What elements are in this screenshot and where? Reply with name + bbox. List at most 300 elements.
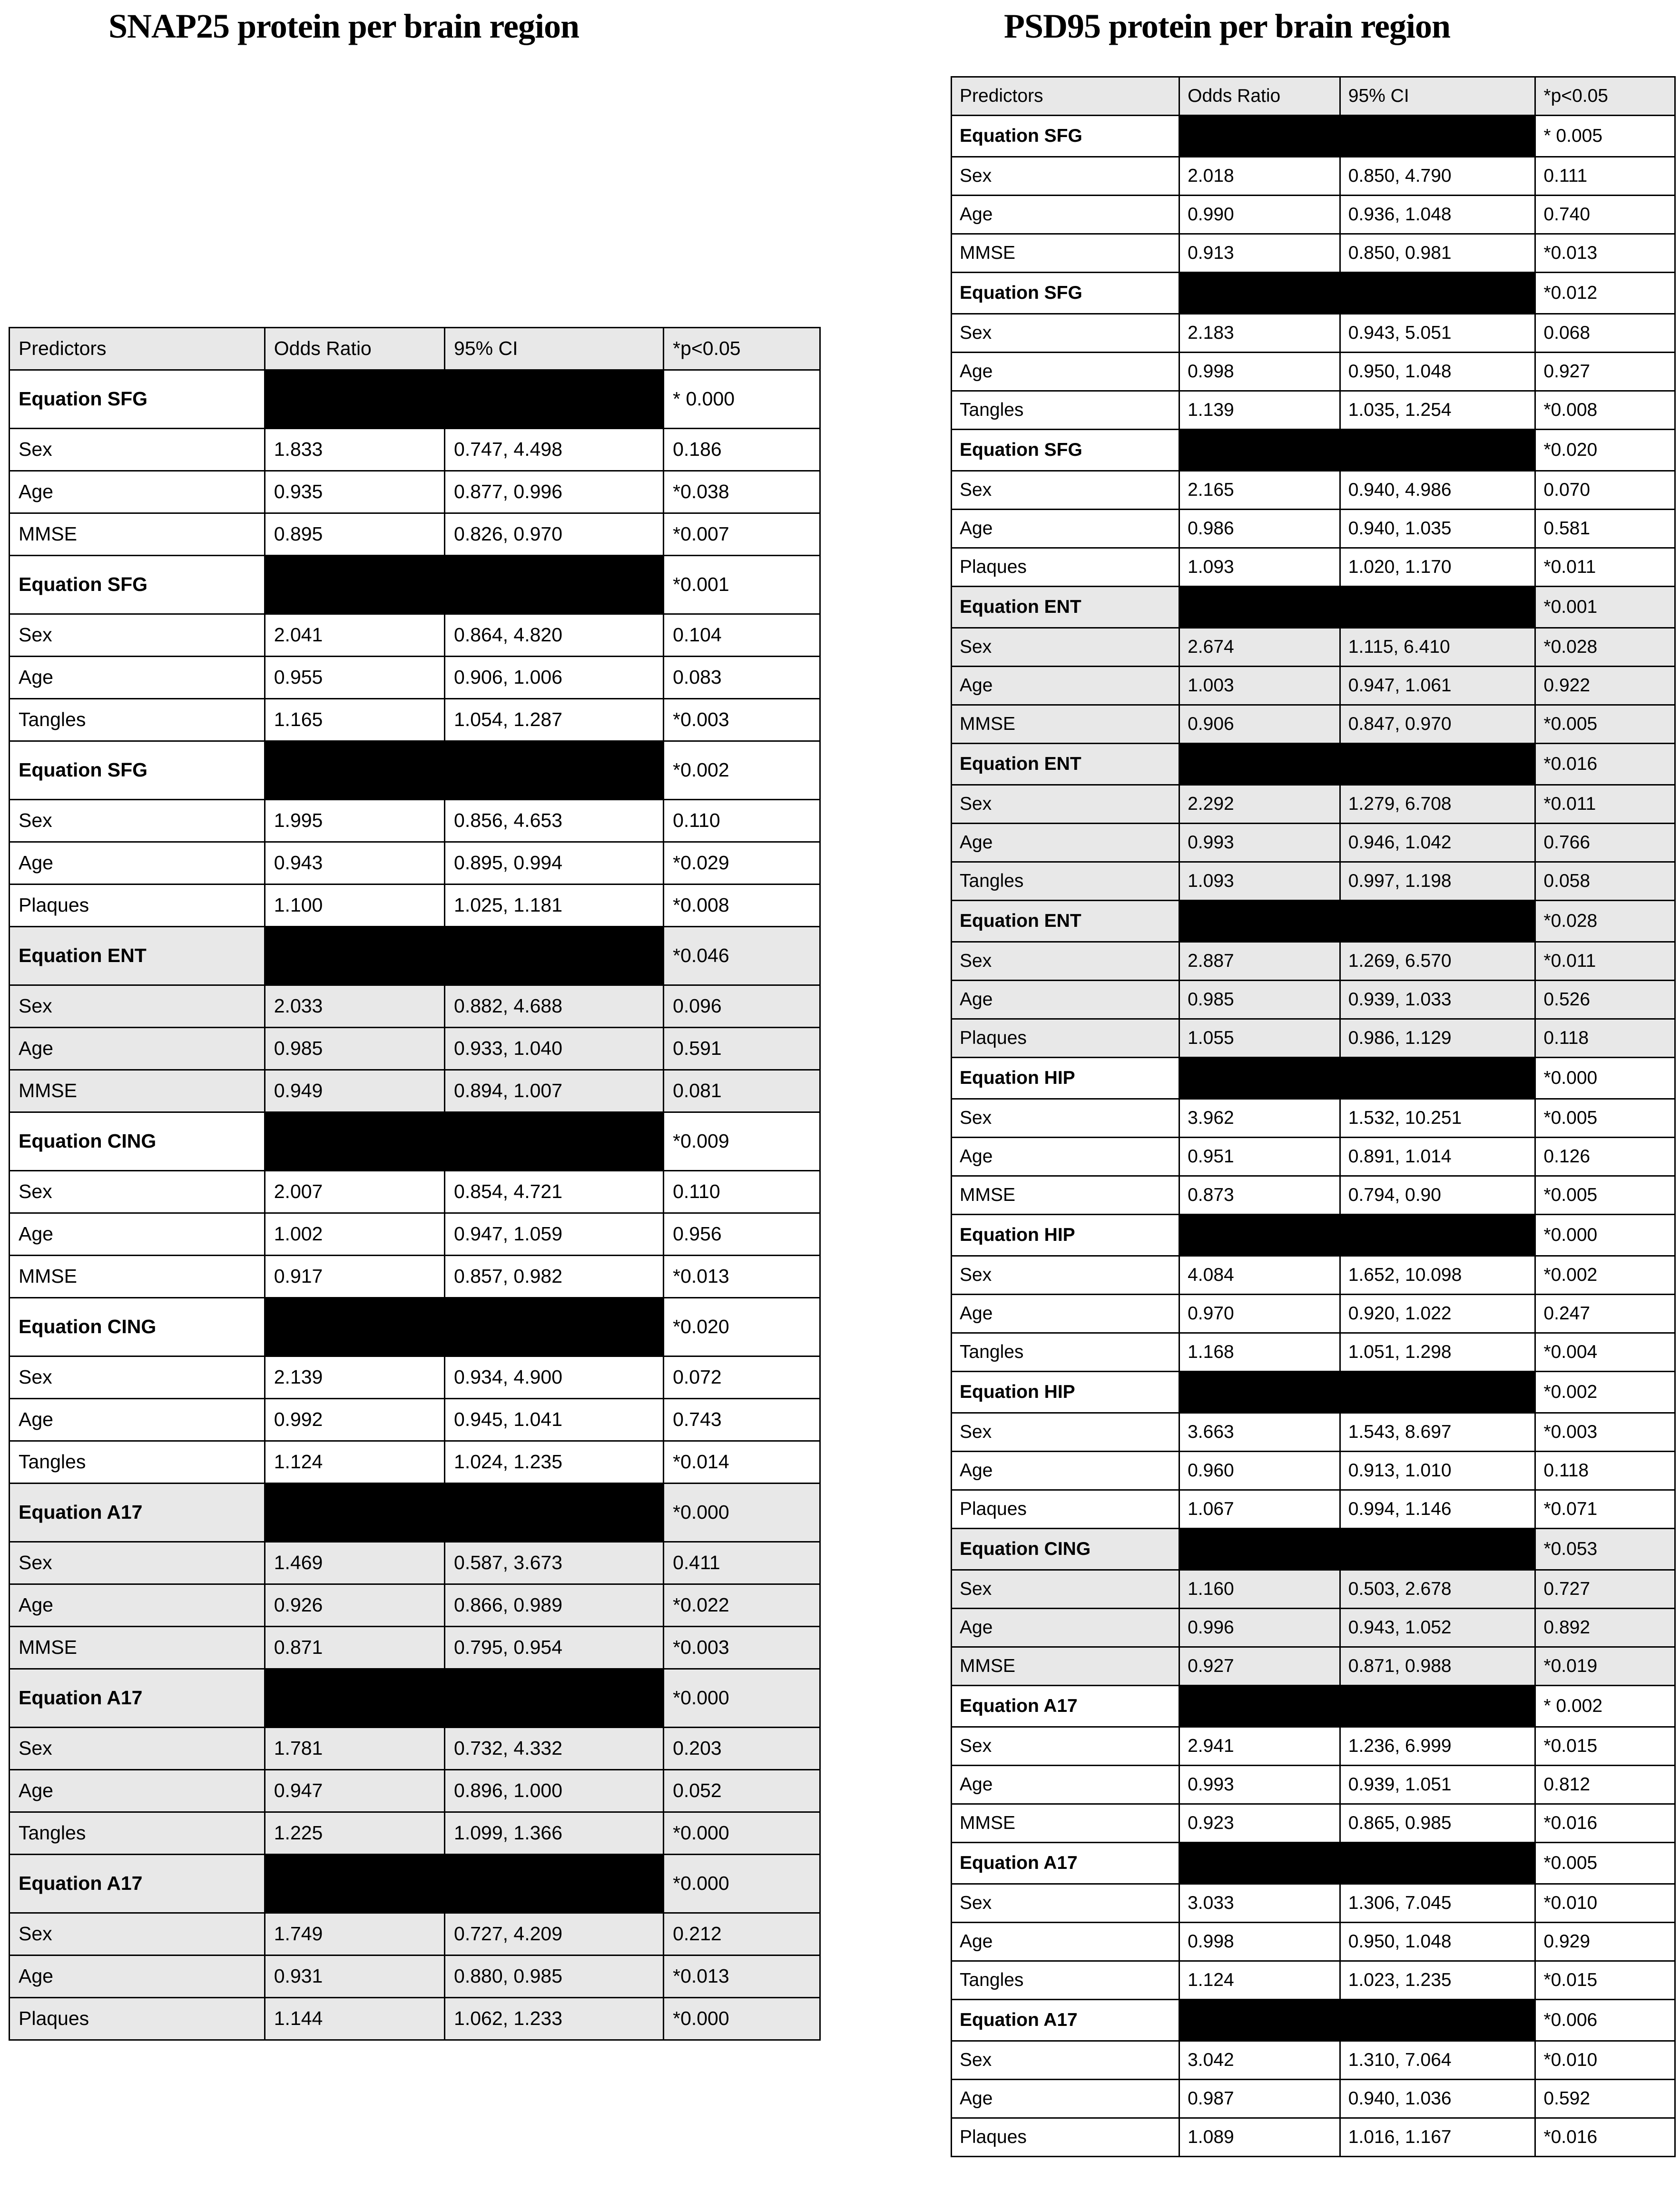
pvalue-cell: 0.526: [1535, 981, 1675, 1019]
ci-cell: 0.920, 1.022: [1340, 1295, 1535, 1333]
table-row: [952, 471, 1675, 510]
equation-row: [10, 1298, 820, 1356]
ci-cell: 0.857, 0.982: [445, 1256, 664, 1298]
blacked-out-cell: [445, 556, 664, 614]
ci-cell: 0.727, 4.209: [445, 1913, 664, 1955]
ci-cell: 0.732, 4.332: [445, 1728, 664, 1770]
pvalue-cell: 0.247: [1535, 1295, 1675, 1333]
table-row: [952, 785, 1675, 824]
equation-label: Equation SFG: [10, 556, 265, 614]
table-row: [952, 157, 1675, 196]
blacked-out-cell: [265, 1855, 444, 1913]
odds-ratio-cell: 1.002: [265, 1213, 444, 1256]
predictor-cell: MMSE: [952, 1804, 1179, 1843]
ci-cell: 1.062, 1.233: [445, 1998, 664, 2040]
equation-label: Equation A17: [10, 1484, 265, 1542]
table-row: [952, 628, 1675, 667]
predictor-cell: Sex: [952, 628, 1179, 667]
pvalue-cell: *0.013: [1535, 234, 1675, 273]
predictor-cell: MMSE: [952, 234, 1179, 273]
odds-ratio-cell: 2.887: [1179, 942, 1340, 981]
equation-row: [10, 1484, 820, 1542]
table-row: [10, 842, 820, 884]
odds-ratio-cell: 0.986: [1179, 510, 1340, 548]
equation-label: Equation CING: [952, 1529, 1179, 1570]
predictor-cell: MMSE: [10, 513, 265, 556]
odds-ratio-cell: 0.955: [265, 657, 444, 699]
blacked-out-cell: [1179, 1686, 1340, 1727]
snap25-table-container: [9, 327, 821, 2041]
pvalue-cell: *0.000: [664, 1855, 820, 1913]
equation-label: Equation SFG: [952, 430, 1179, 471]
pvalue-cell: *0.016: [1535, 744, 1675, 785]
pvalue-cell: 0.740: [1535, 196, 1675, 234]
predictor-cell: Tangles: [952, 862, 1179, 901]
table-row: [10, 513, 820, 556]
table-row: [10, 657, 820, 699]
pvalue-cell: 0.072: [664, 1356, 820, 1399]
pvalue-cell: 0.411: [664, 1542, 820, 1584]
blacked-out-cell: [1340, 1372, 1535, 1413]
pvalue-cell: 0.929: [1535, 1923, 1675, 1961]
table-row: [10, 985, 820, 1028]
table-row: [10, 1955, 820, 1998]
predictor-cell: Age: [952, 824, 1179, 862]
pvalue-cell: *0.053: [1535, 1529, 1675, 1570]
psd95-table: [951, 76, 1676, 2157]
equation-label: Equation A17: [952, 1686, 1179, 1727]
equation-row: [952, 1686, 1675, 1727]
blacked-out-cell: [445, 741, 664, 800]
ci-cell: 0.877, 0.996: [445, 471, 664, 513]
equation-row: [952, 1058, 1675, 1099]
psd95-table-container: [951, 76, 1676, 2157]
predictor-cell: Age: [952, 353, 1179, 391]
table-row: [10, 1028, 820, 1070]
predictor-cell: Sex: [10, 1356, 265, 1399]
table-row: [10, 471, 820, 513]
odds-ratio-cell: 1.833: [265, 429, 444, 471]
predictor-cell: Age: [10, 471, 265, 513]
odds-ratio-cell: 2.941: [1179, 1727, 1340, 1766]
table-row: [952, 353, 1675, 391]
predictor-cell: Sex: [10, 1542, 265, 1584]
odds-ratio-cell: 1.225: [265, 1812, 444, 1855]
odds-ratio-cell: 0.917: [265, 1256, 444, 1298]
table-row: [952, 1099, 1675, 1138]
odds-ratio-cell: 1.093: [1179, 548, 1340, 587]
psd95-table-body: [952, 77, 1675, 2157]
odds-ratio-cell: 1.168: [1179, 1333, 1340, 1372]
table-row: [10, 1812, 820, 1855]
odds-ratio-cell: 0.998: [1179, 1923, 1340, 1961]
predictor-cell: Sex: [10, 1728, 265, 1770]
ci-cell: 0.894, 1.007: [445, 1070, 664, 1112]
odds-ratio-cell: 1.139: [1179, 391, 1340, 430]
table-row: [952, 862, 1675, 901]
table-row: [952, 1647, 1675, 1686]
table-row: [952, 1804, 1675, 1843]
predictor-cell: Plaques: [952, 548, 1179, 587]
table-row: [10, 1584, 820, 1627]
pvalue-cell: *0.020: [664, 1298, 820, 1356]
ci-cell: 0.947, 1.061: [1340, 667, 1535, 705]
pvalue-cell: * 0.000: [664, 370, 820, 429]
equation-label: Equation ENT: [952, 587, 1179, 628]
snap25-table-body: [10, 328, 820, 2040]
odds-ratio-cell: 1.003: [1179, 667, 1340, 705]
equation-label: Equation CING: [10, 1112, 265, 1171]
table-row: [10, 614, 820, 657]
equation-label: Equation ENT: [10, 927, 265, 985]
predictor-cell: Plaques: [952, 2118, 1179, 2157]
odds-ratio-cell: 0.926: [265, 1584, 444, 1627]
ci-cell: 0.587, 3.673: [445, 1542, 664, 1584]
ci-cell: 1.035, 1.254: [1340, 391, 1535, 430]
ci-cell: 0.939, 1.051: [1340, 1766, 1535, 1804]
pvalue-cell: *0.002: [1535, 1256, 1675, 1295]
pvalue-cell: *0.010: [1535, 1884, 1675, 1923]
ci-cell: 0.950, 1.048: [1340, 353, 1535, 391]
blacked-out-cell: [445, 1298, 664, 1356]
ci-cell: 1.025, 1.181: [445, 884, 664, 927]
predictor-cell: MMSE: [10, 1256, 265, 1298]
pvalue-cell: 0.591: [664, 1028, 820, 1070]
pvalue-cell: *0.000: [664, 1812, 820, 1855]
column-header-odds-ratio: Odds Ratio: [265, 328, 444, 370]
pvalue-cell: 0.118: [1535, 1019, 1675, 1058]
equation-label: Equation SFG: [10, 741, 265, 800]
odds-ratio-cell: 3.033: [1179, 1884, 1340, 1923]
pvalue-cell: *0.011: [1535, 942, 1675, 981]
pvalue-cell: *0.000: [664, 1484, 820, 1542]
equation-row: [10, 370, 820, 429]
predictor-cell: Age: [952, 510, 1179, 548]
ci-cell: 1.310, 7.064: [1340, 2041, 1535, 2080]
ci-cell: 0.950, 1.048: [1340, 1923, 1535, 1961]
ci-cell: 0.934, 4.900: [445, 1356, 664, 1399]
pvalue-cell: *0.028: [1535, 901, 1675, 942]
pvalue-cell: *0.000: [664, 1669, 820, 1728]
predictor-cell: Sex: [952, 2041, 1179, 2080]
predictor-cell: Sex: [952, 471, 1179, 510]
odds-ratio-cell: 1.165: [265, 699, 444, 741]
predictor-cell: Age: [952, 1923, 1179, 1961]
blacked-out-cell: [1340, 1058, 1535, 1099]
pvalue-cell: 0.068: [1535, 314, 1675, 353]
predictor-cell: Sex: [952, 1727, 1179, 1766]
predictor-cell: Sex: [952, 1413, 1179, 1452]
blacked-out-cell: [1340, 587, 1535, 628]
odds-ratio-cell: 3.042: [1179, 2041, 1340, 2080]
blacked-out-cell: [1179, 901, 1340, 942]
pvalue-cell: *0.000: [1535, 1058, 1675, 1099]
table-row: [952, 2041, 1675, 2080]
table-row: [10, 1998, 820, 2040]
blacked-out-cell: [445, 1855, 664, 1913]
odds-ratio-cell: 2.041: [265, 614, 444, 657]
blacked-out-cell: [1340, 116, 1535, 157]
predictor-cell: Age: [952, 1295, 1179, 1333]
equation-label: Equation CING: [10, 1298, 265, 1356]
ci-cell: 1.115, 6.410: [1340, 628, 1535, 667]
equation-label: Equation A17: [952, 2000, 1179, 2041]
predictor-cell: MMSE: [10, 1070, 265, 1112]
ci-cell: 0.847, 0.970: [1340, 705, 1535, 744]
odds-ratio-cell: 0.960: [1179, 1452, 1340, 1490]
odds-ratio-cell: 3.663: [1179, 1413, 1340, 1452]
odds-ratio-cell: 2.018: [1179, 157, 1340, 196]
odds-ratio-cell: 0.985: [1179, 981, 1340, 1019]
blacked-out-cell: [265, 1112, 444, 1171]
equation-row: [952, 116, 1675, 157]
odds-ratio-cell: 0.993: [1179, 1766, 1340, 1804]
table-row: [952, 510, 1675, 548]
snap25-table: [9, 327, 821, 2041]
pvalue-cell: *0.000: [664, 1998, 820, 2040]
odds-ratio-cell: 0.990: [1179, 196, 1340, 234]
table-row: [952, 196, 1675, 234]
table-row: [952, 2118, 1675, 2157]
table-row: [952, 1256, 1675, 1295]
pvalue-cell: * 0.005: [1535, 116, 1675, 157]
ci-cell: 0.946, 1.042: [1340, 824, 1535, 862]
equation-row: [952, 1372, 1675, 1413]
pvalue-cell: *0.005: [1535, 1176, 1675, 1215]
odds-ratio-cell: 0.947: [265, 1770, 444, 1812]
table-row: [952, 942, 1675, 981]
pvalue-cell: *0.046: [664, 927, 820, 985]
predictor-cell: Age: [952, 1609, 1179, 1647]
table-row: [952, 667, 1675, 705]
odds-ratio-cell: 1.124: [265, 1441, 444, 1484]
pvalue-cell: *0.038: [664, 471, 820, 513]
predictor-cell: Age: [952, 1452, 1179, 1490]
equation-row: [952, 901, 1675, 942]
predictor-cell: Sex: [952, 1570, 1179, 1609]
pvalue-cell: *0.071: [1535, 1490, 1675, 1529]
ci-cell: 1.024, 1.235: [445, 1441, 664, 1484]
pvalue-cell: *0.019: [1535, 1647, 1675, 1686]
odds-ratio-cell: 1.144: [265, 1998, 444, 2040]
pvalue-cell: 0.052: [664, 1770, 820, 1812]
predictor-cell: Tangles: [10, 699, 265, 741]
odds-ratio-cell: 3.962: [1179, 1099, 1340, 1138]
predictor-cell: Plaques: [10, 1998, 265, 2040]
column-header-pvalue: *p<0.05: [664, 328, 820, 370]
pvalue-cell: *0.020: [1535, 430, 1675, 471]
blacked-out-cell: [265, 556, 444, 614]
odds-ratio-cell: 1.469: [265, 1542, 444, 1584]
ci-cell: 0.850, 4.790: [1340, 157, 1535, 196]
table-header-row: [952, 77, 1675, 116]
predictor-cell: Sex: [952, 1099, 1179, 1138]
odds-ratio-cell: 2.033: [265, 985, 444, 1028]
ci-cell: 0.871, 0.988: [1340, 1647, 1535, 1686]
equation-row: [10, 927, 820, 985]
odds-ratio-cell: 2.007: [265, 1171, 444, 1213]
pvalue-cell: 0.126: [1535, 1138, 1675, 1176]
blacked-out-cell: [1340, 430, 1535, 471]
blacked-out-cell: [265, 741, 444, 800]
pvalue-cell: *0.004: [1535, 1333, 1675, 1372]
ci-cell: 0.945, 1.041: [445, 1399, 664, 1441]
blacked-out-cell: [265, 927, 444, 985]
ci-cell: 0.994, 1.146: [1340, 1490, 1535, 1529]
pvalue-cell: 0.727: [1535, 1570, 1675, 1609]
blacked-out-cell: [1179, 430, 1340, 471]
predictor-cell: Tangles: [952, 1333, 1179, 1372]
pvalue-cell: *0.005: [1535, 705, 1675, 744]
pvalue-cell: *0.014: [664, 1441, 820, 1484]
predictor-cell: Age: [10, 657, 265, 699]
ci-cell: 0.826, 0.970: [445, 513, 664, 556]
predictor-cell: Age: [10, 1213, 265, 1256]
equation-label: Equation HIP: [952, 1215, 1179, 1256]
blacked-out-cell: [445, 1669, 664, 1728]
predictor-cell: Age: [10, 842, 265, 884]
equation-row: [952, 273, 1675, 314]
ci-cell: 0.747, 4.498: [445, 429, 664, 471]
predictor-cell: Plaques: [952, 1490, 1179, 1529]
pvalue-cell: 0.186: [664, 429, 820, 471]
predictor-cell: Sex: [10, 800, 265, 842]
odds-ratio-cell: 0.943: [265, 842, 444, 884]
ci-cell: 1.054, 1.287: [445, 699, 664, 741]
table-row: [10, 1728, 820, 1770]
table-row: [952, 981, 1675, 1019]
predictor-cell: Age: [10, 1955, 265, 1998]
column-header-predictors: Predictors: [952, 77, 1179, 116]
blacked-out-cell: [1340, 1686, 1535, 1727]
blacked-out-cell: [445, 370, 664, 429]
ci-cell: 1.023, 1.235: [1340, 1961, 1535, 2000]
predictor-cell: Sex: [952, 1884, 1179, 1923]
blacked-out-cell: [1179, 587, 1340, 628]
pvalue-cell: *0.022: [664, 1584, 820, 1627]
table-row: [952, 1727, 1675, 1766]
odds-ratio-cell: 1.749: [265, 1913, 444, 1955]
pvalue-cell: * 0.002: [1535, 1686, 1675, 1727]
odds-ratio-cell: 1.160: [1179, 1570, 1340, 1609]
odds-ratio-cell: 1.067: [1179, 1490, 1340, 1529]
blacked-out-cell: [445, 927, 664, 985]
ci-cell: 0.866, 0.989: [445, 1584, 664, 1627]
pvalue-cell: 0.922: [1535, 667, 1675, 705]
odds-ratio-cell: 1.089: [1179, 2118, 1340, 2157]
equation-row: [10, 741, 820, 800]
pvalue-cell: *0.008: [664, 884, 820, 927]
table-row: [952, 1452, 1675, 1490]
blacked-out-cell: [1340, 744, 1535, 785]
blacked-out-cell: [1179, 116, 1340, 157]
equation-label: Equation A17: [10, 1669, 265, 1728]
table-row: [952, 1295, 1675, 1333]
odds-ratio-cell: 0.895: [265, 513, 444, 556]
pvalue-cell: 0.956: [664, 1213, 820, 1256]
table-row: [10, 1627, 820, 1669]
ci-cell: 0.913, 1.010: [1340, 1452, 1535, 1490]
pvalue-cell: 0.212: [664, 1913, 820, 1955]
blacked-out-cell: [445, 1484, 664, 1542]
pvalue-cell: 0.118: [1535, 1452, 1675, 1490]
odds-ratio-cell: 0.913: [1179, 234, 1340, 273]
right-table-title: PSD95 protein per brain region: [1004, 7, 1451, 45]
predictor-cell: Tangles: [952, 1961, 1179, 2000]
table-row: [10, 1213, 820, 1256]
predictor-cell: Age: [10, 1584, 265, 1627]
pvalue-cell: 0.592: [1535, 2080, 1675, 2118]
ci-cell: 1.016, 1.167: [1340, 2118, 1535, 2157]
ci-cell: 0.865, 0.985: [1340, 1804, 1535, 1843]
pvalue-cell: 0.081: [664, 1070, 820, 1112]
odds-ratio-cell: 0.970: [1179, 1295, 1340, 1333]
odds-ratio-cell: 0.935: [265, 471, 444, 513]
equation-label: Equation HIP: [952, 1058, 1179, 1099]
equation-row: [952, 2000, 1675, 2041]
pvalue-cell: 0.892: [1535, 1609, 1675, 1647]
ci-cell: 0.940, 4.986: [1340, 471, 1535, 510]
pvalue-cell: *0.001: [1535, 587, 1675, 628]
ci-cell: 1.279, 6.708: [1340, 785, 1535, 824]
pvalue-cell: 0.927: [1535, 353, 1675, 391]
odds-ratio-cell: 0.949: [265, 1070, 444, 1112]
odds-ratio-cell: 1.100: [265, 884, 444, 927]
table-row: [952, 234, 1675, 273]
table-row: [10, 1356, 820, 1399]
equation-label: Equation A17: [10, 1855, 265, 1913]
pvalue-cell: *0.015: [1535, 1961, 1675, 2000]
pvalue-cell: *0.011: [1535, 785, 1675, 824]
pvalue-cell: *0.001: [664, 556, 820, 614]
predictor-cell: Age: [952, 1766, 1179, 1804]
pvalue-cell: *0.003: [664, 699, 820, 741]
equation-row: [952, 1215, 1675, 1256]
pvalue-cell: *0.011: [1535, 548, 1675, 587]
equation-label: Equation ENT: [952, 744, 1179, 785]
predictor-cell: Sex: [10, 429, 265, 471]
table-row: [952, 705, 1675, 744]
ci-cell: 0.986, 1.129: [1340, 1019, 1535, 1058]
pvalue-cell: *0.002: [1535, 1372, 1675, 1413]
pvalue-cell: 0.812: [1535, 1766, 1675, 1804]
equation-row: [10, 1112, 820, 1171]
predictor-cell: Sex: [952, 314, 1179, 353]
blacked-out-cell: [1340, 901, 1535, 942]
equation-label: Equation ENT: [952, 901, 1179, 942]
odds-ratio-cell: 0.987: [1179, 2080, 1340, 2118]
table-row: [952, 1923, 1675, 1961]
ci-cell: 1.099, 1.366: [445, 1812, 664, 1855]
ci-cell: 0.947, 1.059: [445, 1213, 664, 1256]
odds-ratio-cell: 1.995: [265, 800, 444, 842]
predictor-cell: Age: [10, 1399, 265, 1441]
table-row: [10, 1770, 820, 1812]
odds-ratio-cell: 0.998: [1179, 353, 1340, 391]
predictor-cell: Age: [952, 196, 1179, 234]
table-row: [10, 1256, 820, 1298]
blacked-out-cell: [1179, 1372, 1340, 1413]
ci-cell: 0.895, 0.994: [445, 842, 664, 884]
pvalue-cell: 0.104: [664, 614, 820, 657]
table-row: [952, 1961, 1675, 2000]
table-row: [10, 429, 820, 471]
pvalue-cell: 0.058: [1535, 862, 1675, 901]
odds-ratio-cell: 2.183: [1179, 314, 1340, 353]
table-row: [952, 1490, 1675, 1529]
pvalue-cell: *0.016: [1535, 2118, 1675, 2157]
blacked-out-cell: [265, 1298, 444, 1356]
